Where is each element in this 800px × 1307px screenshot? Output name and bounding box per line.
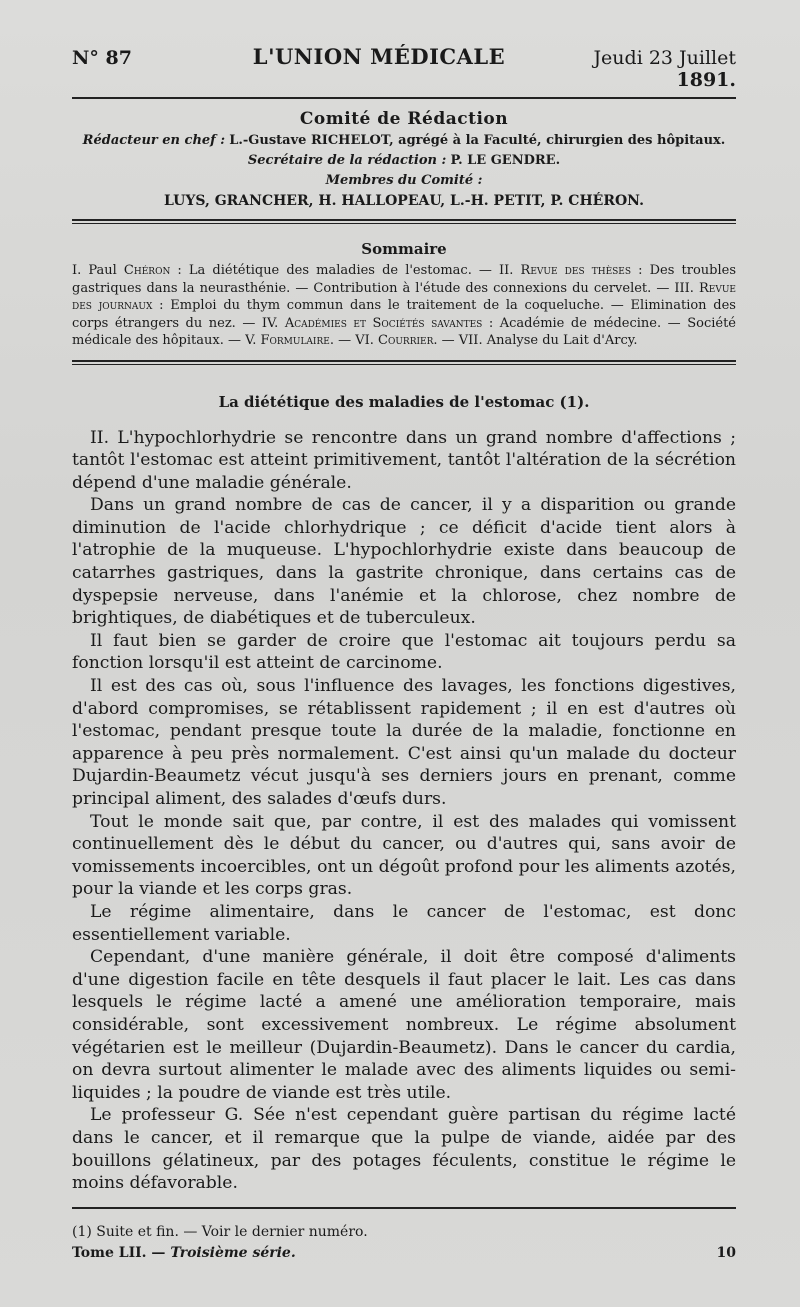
- journal-title: L'UNION MÉDICALE: [252, 44, 506, 69]
- editor-role: , agrégé à la Faculté, chirurgien des hôpitaux.: [389, 133, 726, 148]
- summary-theses-head: Revue des thèses: [520, 263, 632, 278]
- issue-number: N° 87: [72, 47, 132, 69]
- members-label: Membres du Comité :: [325, 173, 483, 188]
- summary-courrier-text: . — VII. Analyse du Lait d'Arcy.: [433, 333, 638, 348]
- summary-formulaire-text: . — VI.: [329, 333, 379, 348]
- committee-title: Comité de Rédaction: [299, 109, 509, 129]
- article-paragraph: Il est des cas où, sous l'influence des lavages, les fonctions digestives, d'abord compromises, se rétablissent rapidement ; il en est d'autres où l'estomac, pendant presque toute la durée de la maladie, fonctionne en apparence à peu près normalement. C'est ainsi qu'un malade du docteur Dujardin-Beaumetz vécut jusqu'à ses derniers jours en prenant, comme principal aliment, des salades d'œufs durs.: [72, 676, 736, 809]
- footnote: (1) Suite et fin. — Voir le dernier numéro.: [72, 1223, 368, 1240]
- series-label: Troisième série.: [170, 1244, 296, 1261]
- summary-academies-head: Académies et Sociétés savantes: [284, 315, 483, 331]
- summary-courrier-head: Courrier: [378, 333, 434, 348]
- article-title: La diététique des maladies de l'estomac (1).: [218, 392, 590, 411]
- article-paragraph: Dans un grand nombre de cas de cancer, il y a disparition ou grande diminution de l'acide chlorhydrique ; ce déficit d'acide tient alors à l'atrophie de la muqueuse. L'hypochlorhydrie existe dans beaucoup de catarrhes gastriques, dans la gastrite chronique, dans certains cas de dyspepsie nerveuse, dans l'anémie et la chlorose, chez nombre de brightiques, de diabétiques et de tuberculeux.: [72, 495, 736, 629]
- issue-date: [536, 47, 736, 91]
- tome-label: Tome LII. —: [72, 1244, 171, 1261]
- summary-title: Sommaire: [361, 240, 447, 258]
- editor-name: L.-Gustave RICHELOT: [229, 133, 390, 148]
- article-paragraph: Le régime alimentaire, dans le cancer de l'estomac, est donc essentiellement variable.: [72, 901, 736, 945]
- committee-rule: [72, 219, 736, 224]
- page-number: 10: [716, 1244, 736, 1261]
- page-header: [72, 44, 736, 91]
- summary-formulaire-head: Formulaire: [260, 333, 330, 348]
- issue-date-year: 1891.: [676, 69, 736, 91]
- page-footer: [72, 1245, 736, 1261]
- footnote-rule: [72, 1207, 736, 1209]
- summary-author: Chéron: [123, 263, 171, 278]
- tome-series: [72, 1245, 296, 1261]
- summary-rule: [72, 360, 736, 365]
- article-paragraph: Le professeur G. Sée n'est cependant guère partisan du régime lacté dans le cancer, et il remarque que la pulpe de viande, aidée par des bouillons gélatineux, par des potages féculents, constitue le régime le moins défavorable.: [72, 1105, 736, 1194]
- summary-journaux-text: : Emploi du thym commun dans le traitement de la coqueluche. — Elimination des corps étrangers du nez. — IV.: [72, 298, 736, 331]
- summary-text: [72, 262, 736, 350]
- issue-date-day: Jeudi 23 Juillet: [593, 47, 736, 69]
- summary-theses-text: : Des troubles gastriques dans la neurasthénie. — Contribution à l'étude des connexions du cervelet. — III.: [72, 263, 736, 296]
- summary-journaux-head: Revue des journaux: [72, 280, 736, 313]
- summary-part-1-text: : La diététique des maladies de l'estomac. — II.: [170, 263, 521, 278]
- editorial-committee: [72, 109, 736, 211]
- summary-part-1: I. Paul: [72, 263, 124, 278]
- members-list: LUYS, GRANCHER, H. HALLOPEAU, L.-H. PETIT, P. CHÉRON.: [164, 193, 644, 209]
- summary-academies-text: : Académie de médecine. — Société médicale des hôpitaux. — V.: [72, 315, 736, 348]
- article-paragraph: Cependant, d'une manière générale, il doit être composé d'aliments d'une digestion facile en tête desquels il faut placer le lait. Les cas dans lesquels le régime lacté a amené une amélioration temporaire, mais considérable, sont excessivement nombreux. Le régime absolument végétarien est le meilleur (Dujardin-Beaumetz). Dans le cancer du cardia, on devra surtout alimenter le malade avec des aliments liquides ou semi-liquides ; la poudre de viande est très utile.: [72, 947, 736, 1103]
- header-rule: [72, 97, 736, 99]
- article-paragraph: Il faut bien se garder de croire que l'estomac ait toujours perdu sa fonction lorsqu'il est atteint de carcinome.: [72, 630, 736, 674]
- secretary-name: P. LE GENDRE.: [450, 153, 561, 168]
- article-body: [72, 427, 736, 1195]
- editor-label: Rédacteur en chef :: [82, 133, 226, 148]
- article-paragraph: Tout le monde sait que, par contre, il est des malades qui vomissent continuellement dès le début du cancer, ou d'autres qui, sans avoir de vomissements incoercibles, ont un dégoût profond pour les aliments azotés, pour la viande et les corps gras.: [72, 811, 736, 900]
- secretary-line: [72, 151, 736, 171]
- secretary-label: Secrétaire de la rédaction :: [247, 153, 447, 168]
- article-paragraph: II. L'hypochlorhydrie se rencontre dans un grand nombre d'affections ; tantôt l'estomac est atteint primitivement, tantôt l'altération de la sécrétion dépend d'une maladie générale.: [72, 427, 736, 493]
- editor-in-chief-line: [72, 131, 736, 151]
